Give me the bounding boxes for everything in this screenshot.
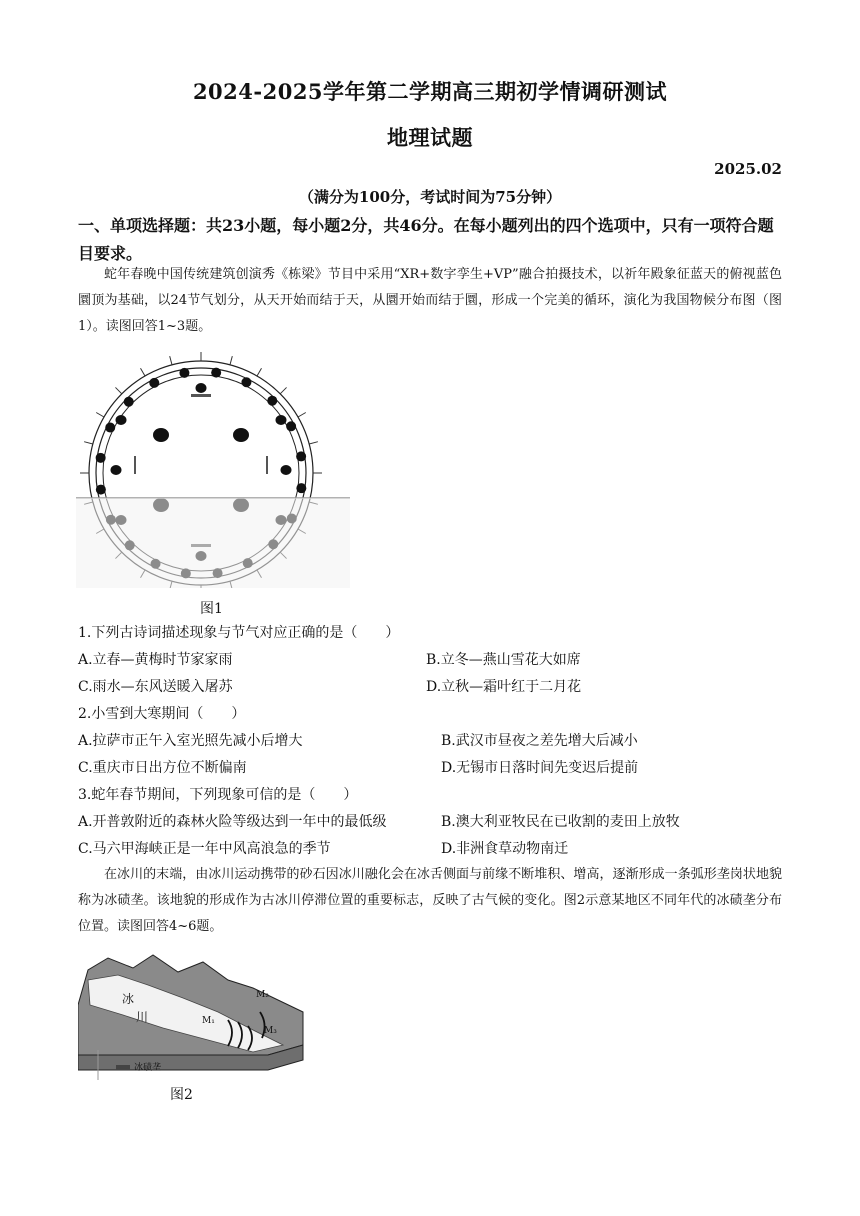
question-2-option-d[interactable]: D.无锡市日落时间先变迟后提前	[441, 760, 639, 776]
figure-1-phenology-chart	[76, 348, 350, 588]
legend-moraine: 冰碛垄	[134, 1063, 162, 1073]
passage-2: 在冰川的末端，由冰川运动携带的砂石因冰川融化会在冰舌侧面与前缘不断堆积、增高，逐渐形成一条弧形垄岗状地貌称为冰碛垄。该地貌的形成作为古冰川停滞位置的重要标志，反映了古气候的变化。图2示意某地区不同年代的冰碛垄分布位置。读图回答4~6题。	[78, 867, 782, 934]
question-1-option-a[interactable]: A.立春—黄梅时节家家雨	[78, 652, 233, 668]
figure-1-caption: 图1	[200, 601, 223, 617]
page-subtitle: 地理试题	[387, 125, 473, 150]
page-title: 2024-2025学年第二学期高三期初学情调研测试	[192, 79, 668, 104]
question-3-stem: 3.蛇年春节期间，下列现象可信的是（ ）	[78, 787, 358, 803]
question-3-option-c[interactable]: C.马六甲海峡正是一年中风高浪急的季节	[78, 841, 331, 857]
question-1-option-b[interactable]: B.立冬—燕山雪花大如席	[426, 652, 581, 668]
question-3-option-a[interactable]: A.开普敦附近的森林火险等级达到一年中的最低级	[78, 814, 387, 830]
question-3-option-d[interactable]: D.非洲食草动物南迁	[441, 841, 569, 857]
exam-note: （满分为100分，考试时间为75分钟）	[298, 188, 562, 206]
label-m2: M₂	[256, 990, 269, 1000]
exam-date: 2025.02	[714, 160, 782, 178]
question-1-stem: 1.下列古诗词描述现象与节气对应正确的是（ ）	[78, 625, 400, 641]
figure-2-moraine-diagram	[78, 950, 318, 1080]
passage-1: 蛇年春晚中国传统建筑创演秀《栋梁》节目中采用“XR+数字孪生+VP”融合拍摄技术，以祈年殿象征蓝天的俯视蓝色圜顶为基础，以24节气划分，从天开始而结于天，从圜开始而结于圜，形成一个完美的循环，演化为我国物候分布图（图1）。读图回答1~3题。	[78, 267, 782, 334]
glacier-label-1: 冰	[122, 992, 135, 1006]
label-m3: M₃	[264, 1026, 277, 1036]
question-1-option-c[interactable]: C.雨水—东风送暖入屠苏	[78, 679, 233, 695]
question-2-stem: 2.小雪到大寒期间（ ）	[78, 706, 246, 722]
section-heading: 一、单项选择题：共23小题，每小题2分，共46分。在每小题列出的四个选项中，只有一项符合题目要求。	[78, 216, 774, 263]
question-2-option-a[interactable]: A.拉萨市正午入室光照先减小后增大	[78, 733, 303, 749]
question-3-option-b[interactable]: B.澳大利亚牧民在已收割的麦田上放牧	[441, 814, 680, 830]
question-2-option-c[interactable]: C.重庆市日出方位不断偏南	[78, 760, 247, 776]
glacier-label-2: 川	[136, 1010, 149, 1024]
question-2-option-b[interactable]: B.武汉市昼夜之差先增大后减小	[441, 733, 638, 749]
question-1-option-d[interactable]: D.立秋—霜叶红于二月花	[426, 679, 582, 695]
label-m1: M₁	[202, 1016, 215, 1026]
figure-2-caption: 图2	[170, 1087, 193, 1103]
